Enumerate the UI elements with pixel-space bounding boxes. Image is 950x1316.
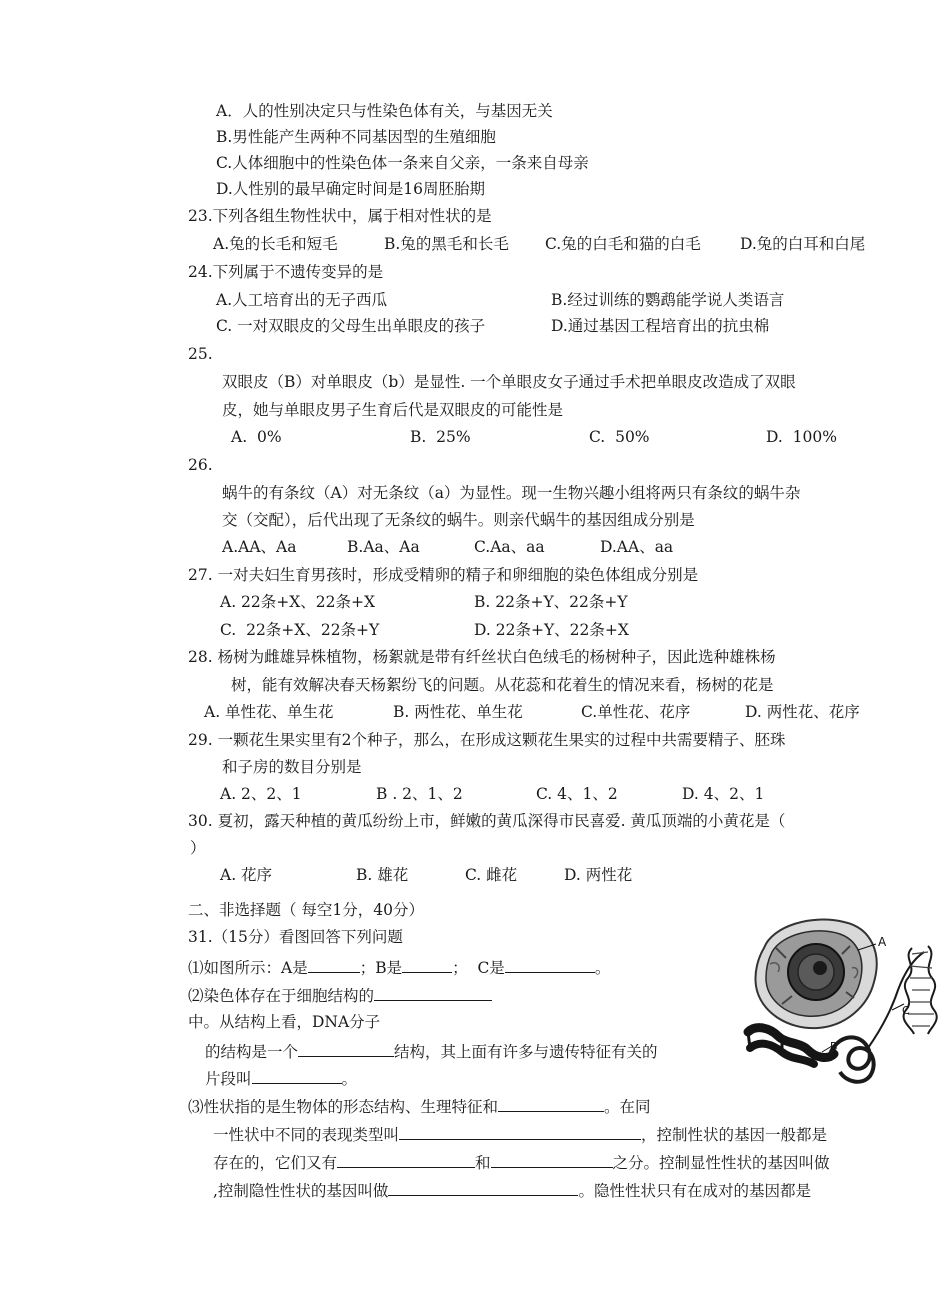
q26-line-2: 交（交配），后代出现了无条纹的蜗牛。则亲代蜗牛的基因组成分别是 [222,511,695,529]
q31-p3-line4-prefix: ,控制隐性性状的基因叫做 [213,1182,389,1200]
q29-option-d: D. 4、2、1 [682,785,765,803]
figure-label-a: A [878,935,887,949]
q27-option-b: B. 22条+Y、22条+Y [474,593,628,611]
q31-p3-line3-suffix: 之分。控制显性性状的基因叫做 [612,1154,830,1172]
q28-option-c: C.单性花、花序 [581,703,691,721]
q28-line-2: 树，能有效解决春天杨絮纷飞的问题。从花蕊和花着生的情况来看，杨树的花是 [231,676,774,694]
q30-line-1: 30. 夏初，露天种植的黄瓜纷纷上市，鲜嫩的黄瓜深得市民喜爱. 黄瓜顶端的小黄花是（ [188,812,786,830]
q23-option-b: B.兔的黑毛和长毛 [384,235,509,253]
q25-line-2: 皮，她与单眼皮男子生育后代是双眼皮的可能性是 [222,401,564,419]
q25-option-d: D. 100% [766,428,837,446]
q31-p2-line3-prefix: 的结构是一个 [205,1043,299,1061]
answer-blank-dna-structure[interactable] [298,1040,394,1057]
q23-stem: 23.下列各组生物性状中，属于相对性状的是 [188,207,492,225]
q31-p3-line3-mid: 和 [475,1154,491,1172]
q27-option-d: D. 22条+Y、22条+X [474,621,629,639]
q29-line-1: 29. 一颗花生果实里有2个种子，那么，在形成这颗花生果实的过程中共需要精子、胚珠 [188,731,786,749]
q31-p2-line-4 [205,1067,357,1089]
chromosome-illustration [748,1028,834,1064]
q26-option-c: C.Aa、aa [474,538,545,556]
q22-option-d: D.人性别的最早确定时间是16周胚胎期 [216,180,486,198]
q24-stem: 24.下列属于不遗传变异的是 [188,263,384,281]
answer-blank-recessive[interactable] [491,1151,613,1168]
q31-p2-prefix: ⑵染色体存在于细胞结构的 [188,987,375,1005]
q25-number: 25. [188,345,213,363]
cell-chromosome-dna-figure [742,908,948,1098]
q31-p1-c-label: ； C是 [452,959,505,977]
q28-line-1: 28. 杨树为雌雄异株植物，杨絮就是带有纤丝状白色绒毛的杨树种子，因此选种雄株杨 [188,648,776,666]
q30-option-c: C. 雌花 [465,866,518,884]
q29-option-c: C. 4、1、2 [536,785,618,803]
q26-option-a: A.AA、Aa [222,538,297,556]
answer-blank-recessive-gene[interactable] [388,1179,578,1196]
q31-p1-b-label: ；B是 [359,959,403,977]
section-2-heading: 二、非选择题（ 每空1分，40分） [188,901,425,919]
q30-option-b: B. 雄花 [356,866,409,884]
q28-option-a: A. 单性花、单生花 [204,703,334,721]
q29-option-a: A. 2、2、1 [220,785,302,803]
q26-line-1: 蜗牛的有条纹（A）对无条纹（a）为显性。现一生物兴趣小组将两只有条纹的蜗牛杂 [222,484,801,502]
cell-illustration [755,920,876,1029]
answer-blank-gene[interactable] [252,1067,342,1084]
q30-option-a: A. 花序 [220,866,273,884]
answer-blank-dominant[interactable] [337,1151,475,1168]
answer-blank-behavior[interactable] [498,1095,604,1112]
answer-blank-c[interactable] [505,956,595,973]
answer-blank-b[interactable] [402,956,452,973]
q31-p3-line3-prefix: 存在的，它们又有 [213,1154,338,1172]
q26-option-b: B.Aa、Aa [347,538,420,556]
q26-option-d: D.AA、aa [600,538,674,556]
q24-option-b: B.经过训练的鹦鹉能学说人类语言 [551,291,785,309]
q25-option-a: A. 0% [231,428,282,446]
q31-p3-line-2 [213,1123,827,1145]
q31-part-3 [188,1095,651,1117]
q31-p2-line-2: 中。从结构上看，DNA分子 [188,1013,381,1031]
q31-p2-line4-prefix: 片段叫 [205,1070,252,1088]
q22-option-b: B.男性能产生两种不同基因型的生殖细胞 [216,128,496,146]
q25-line-1: 双眼皮（B）对单眼皮（b）是显性. 一个单眼皮女子通过手术把单眼皮改造成了双眼 [222,373,796,391]
q23-option-c: C.兔的白毛和猫的白毛 [545,235,701,253]
q22-option-c: C.人体细胞中的性染色体一条来自父亲，一条来自母亲 [216,154,589,172]
dna-double-helix-illustration [904,946,937,1034]
q31-p3-line-4 [213,1179,811,1201]
figure-label-c: C [902,1004,910,1017]
q27-stem: 27. 一对夫妇生育男孩时，形成受精卵的精子和卵细胞的染色体组成分别是 [188,566,699,584]
q25-option-c: C. 50% [589,428,650,446]
q22-option-a: A．人的性别决定只与性染色体有关，与基因无关 [216,102,553,120]
answer-blank-relative-trait[interactable] [399,1123,641,1140]
q31-p1-end: 。 [594,959,611,977]
q29-option-b: B . 2、1、2 [376,785,463,803]
figure-label-b: B [830,1040,838,1053]
q30-option-d: D. 两性花 [564,866,633,884]
q30-line-2: ） [190,839,206,857]
q24-option-a: A.人工培育出的无子西瓜 [216,291,388,309]
q31-stem: 31.（15分）看图回答下列问题 [188,928,403,946]
q24-option-d: D.通过基因工程培育出的抗虫棉 [551,317,770,335]
q31-p2-line4-end: 。 [341,1070,358,1088]
q31-p2-line-3 [205,1040,658,1062]
q31-p3-line2-prefix: 一性状中不同的表现类型叫 [213,1126,400,1144]
q31-p3-line2-suffix: ，控制性状的基因一般都是 [641,1126,828,1144]
q31-p3-prefix: ⑶性状指的是生物体的形态结构、生理特征和 [188,1098,499,1116]
q29-line-2: 和子房的数目分别是 [222,758,362,776]
q23-option-d: D.兔的白耳和白尾 [740,235,866,253]
q27-option-c: C. 22条+X、22条+Y [220,621,380,639]
q31-part-1 [188,956,610,978]
q31-p3-line-3 [213,1151,830,1173]
q28-option-b: B. 两性花、单生花 [393,703,523,721]
q31-p1-prefix: ⑴如图所示：A是 [188,959,308,977]
q26-number: 26. [188,456,213,474]
q28-option-d: D. 两性花、花序 [745,703,860,721]
q25-option-b: B. 25% [410,428,471,446]
q31-part-2 [188,984,492,1006]
q24-option-c: C. 一对双眼皮的父母生出单眼皮的孩子 [216,317,486,335]
q31-p3-suffix: 。在同 [604,1098,651,1116]
answer-blank-a[interactable] [308,956,360,973]
q23-option-a: A.兔的长毛和短毛 [213,235,338,253]
q31-p3-line4-suffix: 。隐性性状只有在成对的基因都是 [578,1182,811,1200]
answer-blank-cell-structure[interactable] [374,984,492,1001]
q27-option-a: A. 22条+X、22条+X [220,593,376,611]
q31-p2-line3-suffix: 结构，其上面有许多与遗传特征有关的 [394,1043,658,1061]
